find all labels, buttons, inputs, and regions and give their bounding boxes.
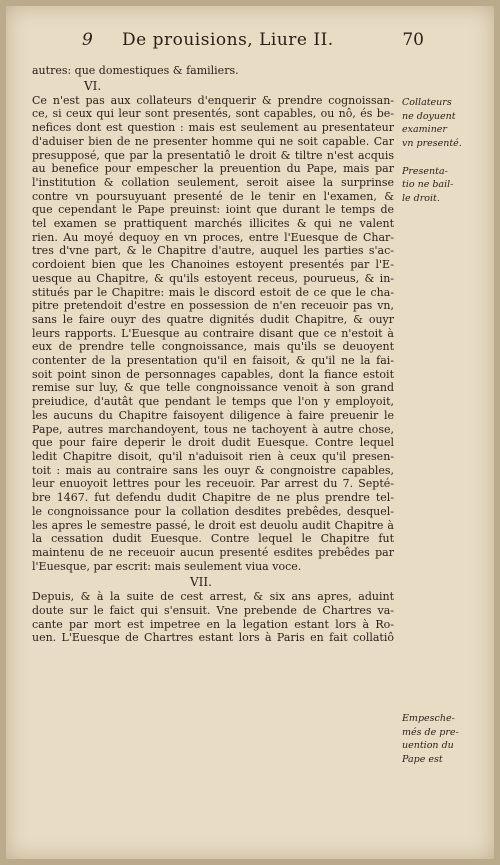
- margin-note-spacer: [402, 151, 480, 165]
- text-line: autres: que domestiques & familiers.: [32, 64, 239, 77]
- text-line: le congnoissance pour la collation desdites prebêdes, desquel-: [32, 504, 394, 518]
- text-line: soit point sinon de personnages capables, dont la fiance estoit: [32, 367, 394, 381]
- folio-mark: 9: [82, 30, 93, 50]
- text-line: d'aduiser bien de ne presenter homme qui ne soit capable. Car: [32, 134, 394, 148]
- text-line: remise sur luy, & que telle congnoissance venoit à son grand: [32, 381, 394, 395]
- text-line: contenter de la presentation qu'il en faisoit, & qu'il ne la fai-: [32, 354, 394, 368]
- text-line: au benefice pour empescher la preuention du Pape, mais par: [32, 162, 394, 176]
- text-line: ce, si ceux qui leur sont presentés, sont capables, ou nô, és be-: [32, 107, 394, 121]
- section-number: VI.: [84, 78, 102, 93]
- text-line: Ce n'est pas aux collateurs d'enquerir & prendre cognoissan-: [32, 93, 394, 107]
- text-line: rien. Au moyé dequoy en vn proces, entre l'Euesque de Char-: [32, 230, 394, 244]
- text-line: les apres le semestre passé, le droit est deuolu audit Chapitre à: [32, 518, 394, 532]
- margin-notes-top: [402, 96, 480, 206]
- text-line: pitre pretendoit d'estre en possession de n'en receuoir pas vn,: [32, 299, 394, 313]
- page-header: [82, 30, 424, 54]
- text-line: tres d'vne part, & le Chapitre d'autre, auquel les parties s'ac-: [32, 244, 394, 258]
- text-line: uesque au Chapitre, & qu'ils estoyent receus, pourueus, & in-: [32, 271, 394, 285]
- text-line: ledit Chapitre disoit, qu'il n'aduisoit rien à ceux qu'il presen-: [32, 449, 394, 463]
- text-line: Depuis, & à la suite de cest arrest, & six ans apres, aduint: [32, 590, 394, 604]
- text-line: l'institution & collation seulement, seroit aisee la surprinse: [32, 175, 394, 189]
- page-number: 70: [402, 30, 424, 50]
- text-line: sans le faire ouyr des quatre dignités dudit Chapitre, & ouyr: [32, 312, 394, 326]
- running-title: De prouisions, Liure II.: [122, 30, 334, 50]
- text-line: cordoient bien que les Chanoines estoyent presentés par l'E-: [32, 258, 394, 272]
- margin-note-line: vn presenté.: [402, 138, 462, 150]
- text-line: maintenu de ne receuoir aucun presenté esdites prebêdes par: [32, 545, 394, 559]
- margin-notes-bottom: [402, 712, 480, 767]
- margin-note-line: Empesche-: [402, 713, 455, 724]
- text-line: tel examen se prattiquent marchés illicites & qui ne valent: [32, 217, 394, 231]
- main-text-column: [32, 64, 394, 645]
- text-line: l'Euesque, par escrit: mais seulement viua voce.: [32, 559, 302, 573]
- book-page: [6, 6, 494, 859]
- text-line: nefices dont est question : mais est seulement au presentateur: [32, 121, 394, 135]
- text-line: toit : mais au contraire sans les ouyr & congnoistre capables,: [32, 463, 394, 477]
- text-line: preiudice, d'autât que pendant le temps que l'on y employoit,: [32, 395, 394, 409]
- margin-note-line: ne doyuent: [402, 110, 456, 122]
- text-line: presupposé, que par la presentatiô le droit & tiltre n'est acquis: [32, 148, 394, 162]
- text-line: doute sur le faict qui s'ensuit. Vne prebende de Chartres va-: [32, 604, 394, 618]
- text-line: bre 1467. fut defendu dudit Chapitre de ne plus prendre tel-: [32, 491, 394, 505]
- margin-note-line: Collateurs: [402, 97, 452, 108]
- text-line: Pape, autres marchandoyent, tous ne tachoyent à autre chose,: [32, 422, 394, 436]
- margin-note-line: Pape est: [402, 754, 443, 766]
- margin-note-line: tio ne bail-: [402, 179, 454, 191]
- text-line: les aucuns du Chapitre faisoyent diligence à faire preuenir le: [32, 408, 394, 422]
- text-line: leurs rapports. L'Euesque au contraire disant que ce n'estoit à: [32, 326, 394, 340]
- text-line: que cependant le Pape preuinst: ioint que durant le temps de: [32, 203, 394, 217]
- text-line: la cessation dudit Euesque. Contre lequel le Chapitre fut: [32, 532, 394, 546]
- margin-note-line: le droit.: [402, 192, 440, 204]
- text-line: stitués par le Chapitre: mais le discord estoit de ce que le cha-: [32, 285, 394, 299]
- text-line: cante par mort est impetree en la legation estant lors à Ro-: [32, 617, 394, 631]
- text-line: leur enuoyoit lettres pour les receuoir. Par arrest du 7. Septé-: [32, 477, 394, 491]
- margin-note-line: uention du: [402, 740, 454, 752]
- text-line: contre vn poursuyuant presenté de le tenir en l'examen, &: [32, 189, 394, 203]
- margin-note-line: més de pre-: [402, 726, 459, 738]
- text-line: uen. L'Euesque de Chartres estant lors à Paris en fait collatiô: [32, 631, 394, 645]
- text-line: eux de prendre telle congnoissance, mais qu'ils se deuoyent: [32, 340, 394, 354]
- section-number: VII.: [190, 575, 212, 590]
- text-line: que pour faire deperir le droit dudit Euesque. Contre lequel: [32, 436, 394, 450]
- margin-note-line: examiner: [402, 124, 447, 136]
- margin-note-line: Presenta-: [402, 165, 448, 177]
